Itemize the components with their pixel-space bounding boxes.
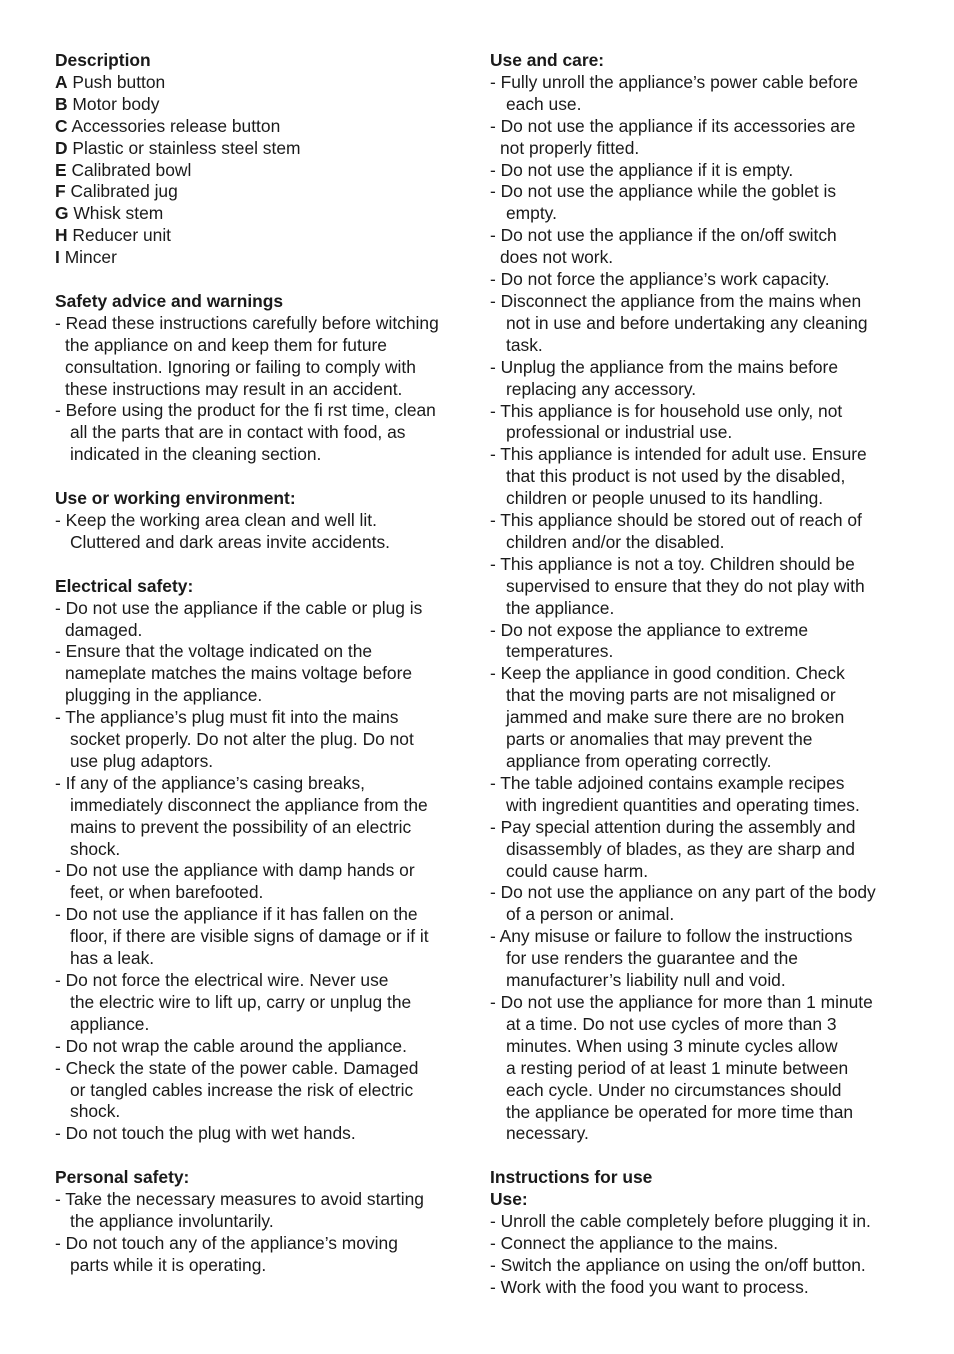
instructions-section	[490, 1167, 910, 1298]
description-item: E Calibrated bowl	[55, 159, 192, 180]
care-section	[490, 50, 910, 1145]
environment-section	[55, 488, 475, 554]
care-bullet: - Do not use the appliance if it is empty.	[490, 159, 794, 180]
description-item: B Motor body	[55, 93, 160, 114]
electrical-bullet: - Ensure that the voltage indicated on the nameplate matches the mains voltage before plugging in the appliance.	[55, 641, 413, 706]
description-heading: Description	[55, 50, 151, 70]
personal-bullet: - Take the necessary measures to avoid starting the appliance involuntarily.	[55, 1189, 424, 1231]
description-item: I Mincer	[55, 247, 117, 268]
care-bullet: - Do not use the appliance while the goblet is empty.	[490, 181, 837, 224]
care-bullet: - This appliance is not a toy. Children should be supervised to ensure that they do not play with the appliance.	[490, 553, 865, 618]
care-bullet: - Fully unroll the appliance’s power cable before each use.	[490, 71, 858, 114]
description-item: C Accessories release button	[55, 115, 281, 136]
care-bullet: - Do not use the appliance if the on/off switch does not work.	[490, 225, 837, 268]
personal-heading: Personal safety:	[55, 1167, 190, 1188]
description-item: G Whisk stem	[55, 203, 164, 224]
instruction-step: - Connect the appliance to the mains.	[490, 1232, 779, 1253]
care-bullet: - Do not use the appliance on any part of the body of a person or animal.	[490, 882, 876, 925]
right-column	[490, 50, 910, 1321]
care-bullet: - Do not expose the appliance to extreme temperatures.	[490, 619, 809, 662]
electrical-bullet: - Do not use the appliance with damp hands or feet, or when barefooted.	[55, 860, 415, 903]
environment-bullet: - Keep the working area clean and well lit. Cluttered and dark areas invite accidents.	[55, 510, 390, 552]
description-section	[55, 50, 475, 269]
electrical-bullet: - Do not touch the plug with wet hands.	[55, 1123, 356, 1144]
electrical-bullet: - Check the state of the power cable. Damaged or tangled cables increase the risk of electric shock.	[55, 1057, 419, 1122]
electrical-section	[55, 576, 475, 1146]
care-heading: Use and care:	[490, 50, 605, 70]
safety-bullet: - Before using the product for the fi rst time, clean all the parts that are in contact with food, as indicated in the cleaning section.	[55, 400, 436, 465]
instruction-step: - Work with the food you want to process.	[490, 1276, 809, 1297]
electrical-heading: Electrical safety:	[55, 575, 194, 596]
safety-bullet: - Read these instructions carefully before witching the appliance on and keep them for future consultation. Ignoring or failing to comply with these instructions may result in an accident.	[55, 312, 439, 399]
use-subheading: Use:	[490, 1189, 528, 1210]
electrical-bullet: - If any of the appliance’s casing breaks, immediately disconnect the appliance from the mains to prevent the possibility of an electric shock.	[55, 772, 428, 859]
care-bullet: - This appliance should be stored out of reach of children and/or the disabled.	[490, 510, 862, 552]
description-item: H Reducer unit	[55, 225, 172, 246]
electrical-bullet: - Do not force the electrical wire. Never use the electric wire to lift up, carry or unplug the appliance.	[55, 970, 412, 1034]
instruction-step: - Switch the appliance on using the on/off button.	[490, 1254, 866, 1275]
care-bullet: - Do not use the appliance for more than 1 minute at a time. Do not use cycles of more than 3 minutes. When using 3 minute cycles allow a resting period of at least 1 minute between each cycle. Under no circumstances should the appliance be operated for more time than necessary.	[490, 991, 873, 1144]
care-bullet: - Unplug the appliance from the mains before replacing any accessory.	[490, 356, 839, 399]
description-item: F Calibrated jug	[55, 181, 178, 202]
care-bullet: - Do not force the appliance’s work capacity.	[490, 269, 830, 290]
care-bullet: - The table adjoined contains example recipes with ingredient quantities and operating times.	[490, 772, 860, 815]
description-item: D Plastic or stainless steel stem	[55, 137, 301, 158]
care-bullet: - Any misuse or failure to follow the instructions for use renders the guarantee and the manufacturer’s liability null and void.	[490, 926, 853, 991]
care-bullet: - This appliance is for household use only, not professional or industrial use.	[490, 400, 843, 443]
safety-heading: Safety advice and warnings	[55, 290, 284, 311]
electrical-bullet: - Do not wrap the cable around the appliance.	[55, 1035, 407, 1056]
care-bullet: - This appliance is intended for adult use. Ensure that this product is not used by the disabled, children or people unused to its handling.	[490, 444, 867, 509]
electrical-bullet: - Do not use the appliance if it has fallen on the floor, if there are visible signs of damage or if it has a leak.	[55, 904, 429, 969]
safety-section	[55, 291, 475, 466]
instruction-step: - Unroll the cable completely before plugging it in.	[490, 1211, 871, 1232]
personal-bullet: - Do not touch any of the appliance’s moving parts while it is operating.	[55, 1232, 398, 1275]
care-bullet: - Pay special attention during the assembly and disassembly of blades, as they are sharp and could cause harm.	[490, 816, 856, 881]
care-bullet: - Disconnect the appliance from the mains when not in use and before undertaking any cleaning task.	[490, 290, 868, 355]
left-column	[55, 50, 475, 1299]
environment-heading: Use or working environment:	[55, 488, 296, 509]
care-bullet: - Keep the appliance in good condition. Check that the moving parts are not misaligned or jammed and make sure there are no broken parts or anomalies that may prevent the appliance from operating correctly.	[490, 663, 845, 771]
instructions-heading: Instructions for use	[490, 1167, 653, 1188]
care-bullet: - Do not use the appliance if its accessories are not properly fitted.	[490, 115, 856, 158]
description-item: A Push button	[55, 71, 166, 92]
electrical-bullet: - The appliance’s plug must fit into the mains socket properly. Do not alter the plug. Do not use plug adaptors.	[55, 707, 414, 771]
personal-section	[55, 1167, 475, 1277]
electrical-bullet: - Do not use the appliance if the cable or plug is damaged.	[55, 597, 423, 640]
